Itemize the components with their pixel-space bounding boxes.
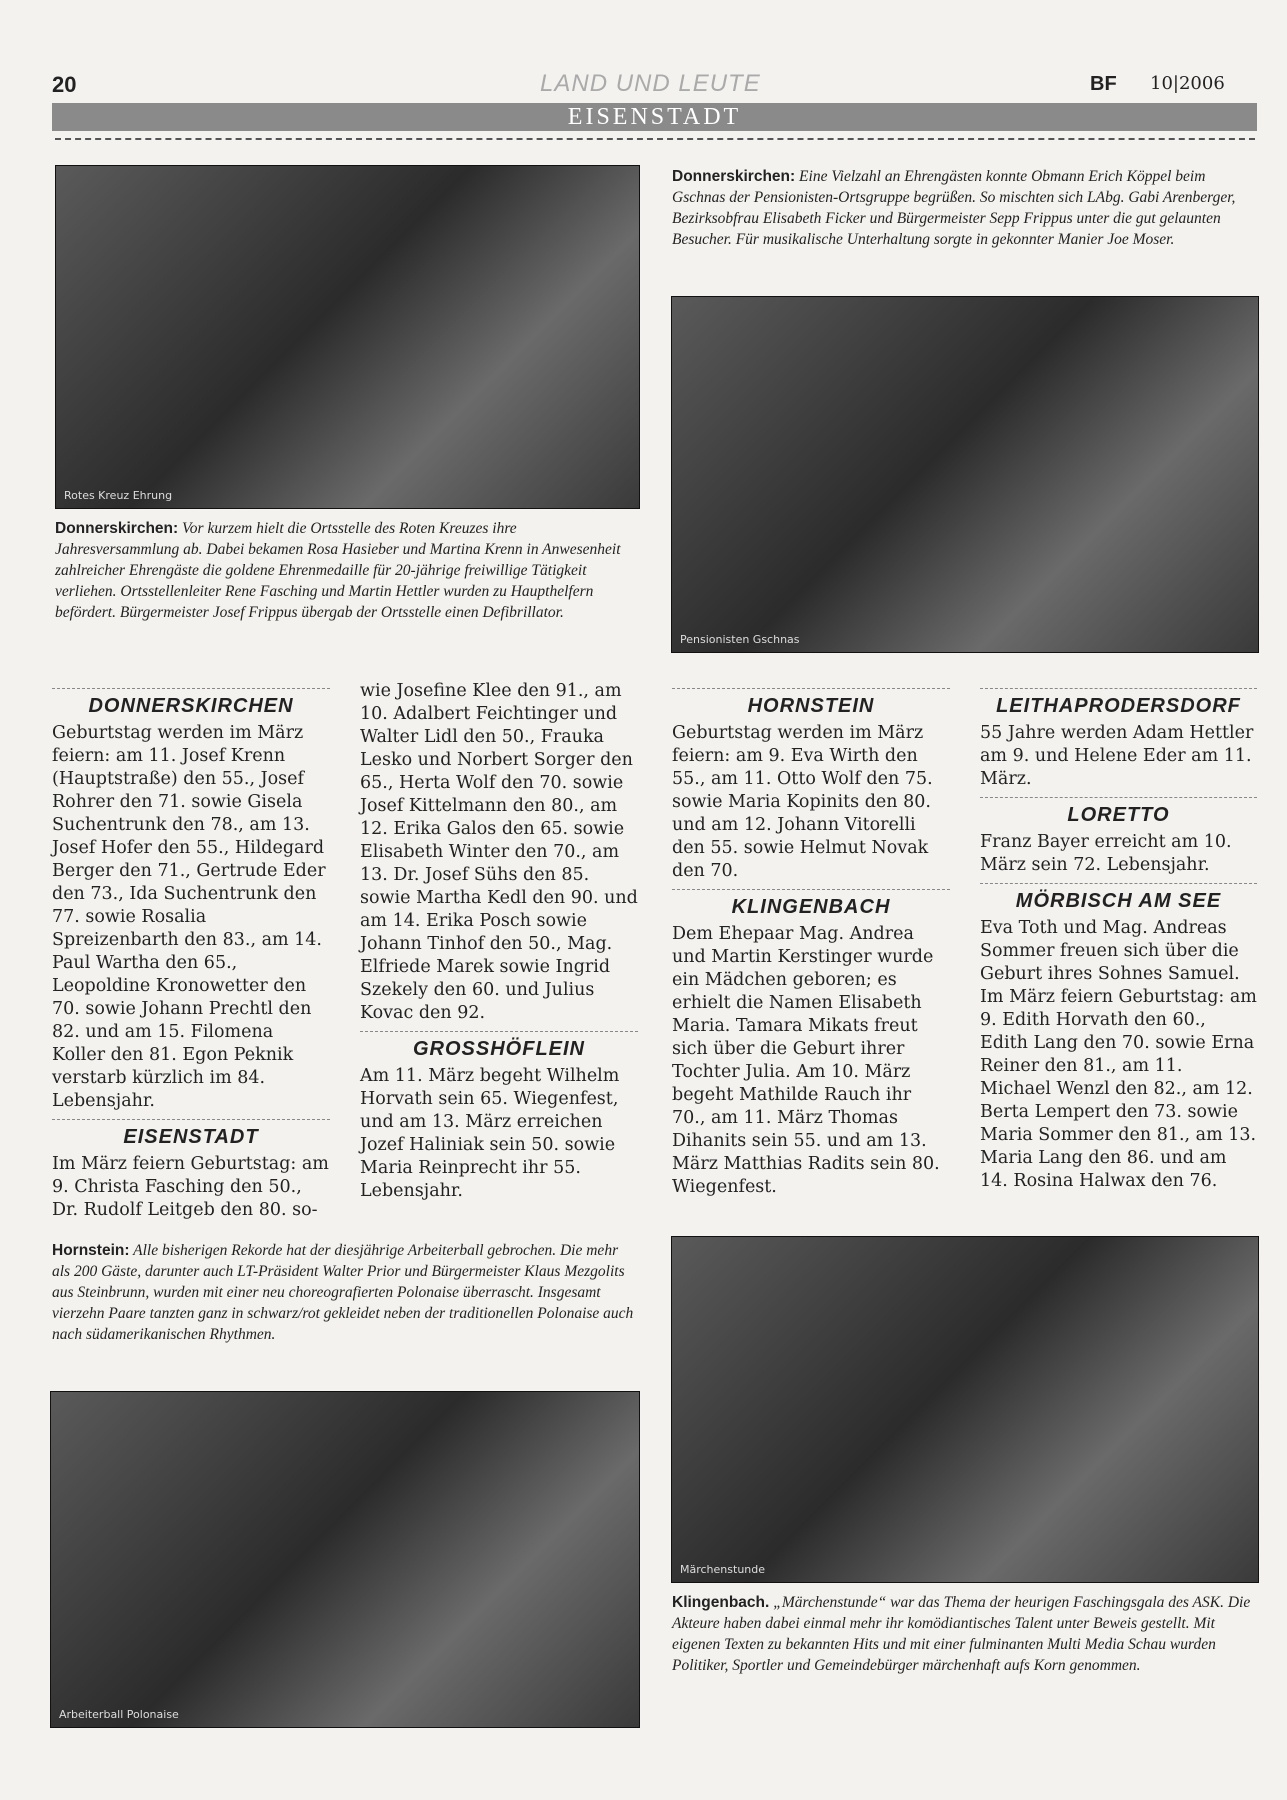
photo-maerchenstunde-label: Märchenstunde xyxy=(680,1563,766,1576)
caption-klingenbach xyxy=(672,1592,1257,1676)
section-body-klingenbach: Dem Ehepaar Mag. Andrea und Martin Kerstinger wurde ein Mädchen geboren; es erhielt die Namen Elisabeth Maria. Tamara Mikats freut sich über die Geburt ihrer Tochter Julia. Am 10. März begeht Mathilde Rauch ihr 70., am 11. März Thomas Dihanits sein 55. und am 13. März Matthias Radits sein 80. Wiegenfest. xyxy=(672,924,940,1197)
caption-text: „Märchenstunde“ war das Thema der heurigen Faschingsgala des ASK. Die Akteure haben dabei einmal mehr ihr komödiantisches Talent unter Beweis gestellt. Mit eigenen Texten zu bekannten Hits und mit einer fulminanten Multi Media Schau wurden Politiker, Sportler und Gemeindebürger märchenhaft aufs Korn genommen. xyxy=(672,1594,1251,1674)
caption-place: Hornstein: xyxy=(52,1242,130,1259)
section-heading-hornstein: HORNSTEIN xyxy=(672,688,950,718)
caption-place: Donnerskirchen: xyxy=(55,520,179,537)
caption-red-cross xyxy=(55,518,638,623)
section-body-donnerskirchen: Geburtstag werden im März feiern: am 11. Josef Krenn (Hauptstraße) den 55., Josef Rohrer den 71. sowie Gisela Suchentrunk den 78., am 13. Josef Hofer den 55., Hildegard Berger den 71., Gertrude Eder den 73., Ida Suchentrunk den 77. sowie Rosalia Spreizenbarth den 83., am 14. Paul Wartha den 65., Leopoldine Kronowetter den 70. sowie Johann Prechtl den 82. und am 15. Filomena Koller den 81. Egon Peknik verstarb kürzlich im 84. Lebensjahr. xyxy=(52,723,326,1111)
section-heading-loretto: LORETTO xyxy=(980,797,1257,827)
region-banner-text: EISENSTADT xyxy=(567,104,742,130)
section-heading-eisenstadt: EISENSTADT xyxy=(52,1119,330,1149)
section-body-loretto: Franz Bayer erreicht am 10. März sein 72. Lebensjahr. xyxy=(980,832,1232,875)
section-body-donnerskirchen-cont: wie Josefine Klee den 91., am 10. Adalbert Feichtinger und Walter Lidl den 50., Frauka Lesko und Norbert Sorger den 65., Herta Wolf den 70. sowie Josef Kittelmann den 80., am 12. Erika Galos den 65. sowie Elisabeth Winter den 70., am 13. Dr. Josef Sühs den 85. sowie Martha Kedl den 90. und am 14. Erika Posch sowie Johann Tinhof den 50., Mag. Elfriede Marek sowie Ingrid Szekely den 60. und Julius Kovac den 92. xyxy=(360,681,638,1023)
caption-text: Alle bisherigen Rekorde hat der diesjährige Arbeiterball gebrochen. Die mehr als 200 Gäste, darunter auch LT-Präsident Walter Prior und Bürgermeister Klaus Mezgolits aus Steinbrunn, wurden mit einer neu choreografierten Polonaise überrascht. Insgesamt vierzehn Paare tanzten ganz in schwarz/rot gekleidet neben der traditionellen Polonaise auch nach südamerikanischen Rhythmen. xyxy=(52,1242,634,1343)
caption-gschnas xyxy=(672,166,1257,250)
section-heading-donnerskirchen: DONNERSKIRCHEN xyxy=(52,688,330,718)
section-heading-moerbisch: MÖRBISCH AM SEE xyxy=(980,883,1257,913)
photo-maerchenstunde xyxy=(671,1236,1259,1583)
caption-place: Klingenbach. xyxy=(672,1594,770,1611)
section-body-moerbisch: Eva Toth und Mag. Andreas Sommer freuen sich über die Geburt ihres Sohnes Samuel. Im März feiern Geburtstag: am 9. Edith Horvath den 60., Edith Lang den 70. sowie Erna Reiner den 81., am 11. Michael Wenzl den 82., am 12. Berta Lempert den 73. sowie Maria Sommer den 81., am 13. Maria Lang den 86. und am 14. Rosina Halwax den 76. xyxy=(980,918,1257,1191)
column-1 xyxy=(52,688,330,1222)
section-heading-grosshoeflein: GROSSHÖFLEIN xyxy=(360,1031,638,1061)
photo-gschnas xyxy=(671,296,1259,653)
magazine-name: BF xyxy=(1090,73,1117,95)
caption-place: Donnerskirchen: xyxy=(672,168,796,185)
region-banner xyxy=(52,103,1257,131)
caption-text: Eine Vielzahl an Ehrengästen konnte Obmann Erich Köppel beim Gschnas der Pensionisten-Ortsgruppe begrüßen. So mischten sich LAbg. Gabi Arenberger, Bezirksobfrau Elisabeth Ficker und Bürgermeister Sepp Frippus unter die gut gelaunten Besucher. Für musikalische Unterhaltung sorgte in gekonnter Manier Joe Moser. xyxy=(672,168,1236,248)
caption-text: Vor kurzem hielt die Ortsstelle des Roten Kreuzes ihre Jahresversammlung ab. Dabei bekamen Rosa Hasieber und Martina Krenn in Anwesenheit zahlreicher Ehrengäste die goldene Ehrenmedaille für 20-jährige freiwillige Tätigkeit verliehen. Ortsstellenleiter Rene Fasching und Martin Hettler wurden zu Haupthelfern befördert. Bürgermeister Josef Frippus übergab der Ortsstelle einen Defibrillator. xyxy=(55,520,621,621)
column-4 xyxy=(980,688,1257,1193)
section-heading-leithaprodersdorf: LEITHAPRODERSDORF xyxy=(980,688,1257,718)
photo-arbeiterball xyxy=(50,1391,640,1728)
column-3 xyxy=(672,688,950,1199)
section-title: LAND UND LEUTE xyxy=(540,70,761,97)
issue-date: 10|2006 xyxy=(1150,73,1225,94)
section-body-grosshoeflein: Am 11. März begeht Wilhelm Horvath sein 65. Wiegenfest, und am 13. März erreichen Jozef Haliniak sein 50. sowie Maria Reinprecht ihr 55. Lebensjahr. xyxy=(360,1066,620,1201)
section-heading-klingenbach: KLINGENBACH xyxy=(672,889,950,919)
section-body-eisenstadt: Im März feiern Geburtstag: am 9. Christa Fasching den 50., Dr. Rudolf Leitgeb den 80. so- xyxy=(52,1154,329,1220)
caption-hornstein xyxy=(52,1240,638,1345)
photo-red-cross-label: Rotes Kreuz Ehrung xyxy=(64,489,173,502)
header-divider xyxy=(55,138,1255,140)
section-body-hornstein: Geburtstag werden im März feiern: am 9. Eva Wirth den 55., am 11. Otto Wolf den 75. sowie Maria Kopinits den 80. und am 12. Johann Vitorelli den 55. sowie Helmut Novak den 70. xyxy=(672,723,933,881)
photo-red-cross xyxy=(55,165,640,509)
page-number: 20 xyxy=(52,72,77,97)
section-body-leithaprodersdorf: 55 Jahre werden Adam Hettler am 9. und Helene Eder am 11. März. xyxy=(980,723,1254,789)
column-2 xyxy=(360,680,638,1203)
photo-arbeiterball-label: Arbeiterball Polonaise xyxy=(59,1708,179,1721)
photo-gschnas-label: Pensionisten Gschnas xyxy=(680,633,800,646)
